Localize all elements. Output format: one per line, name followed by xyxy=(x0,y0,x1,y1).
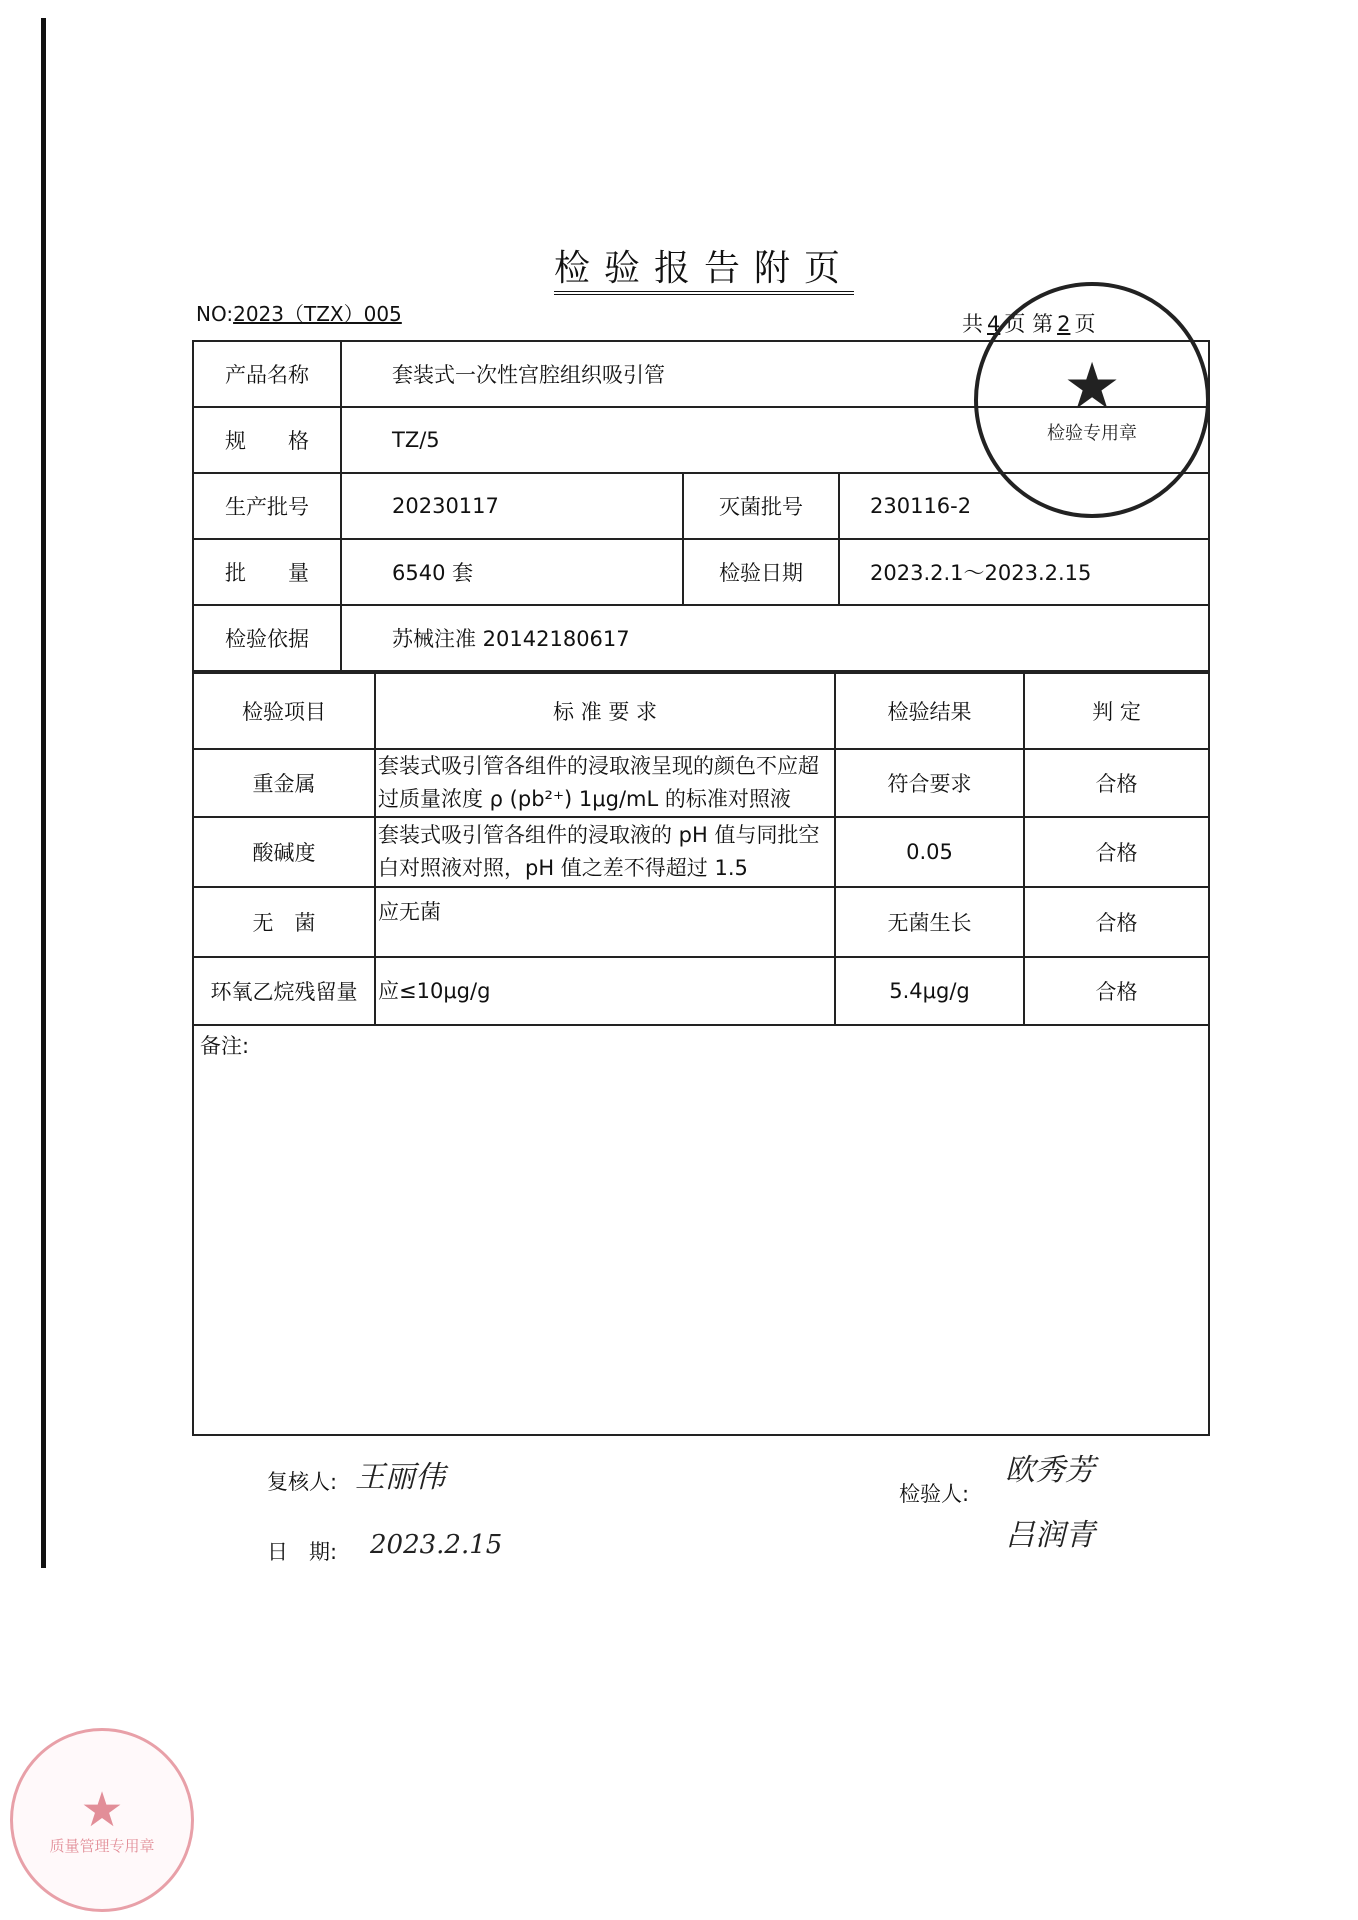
inspector-signature: 吕润青 xyxy=(1005,1518,1095,1553)
date-label: 日 期: xyxy=(267,1540,338,1564)
inspector-label: 检验人: xyxy=(899,1482,970,1506)
remarks-row xyxy=(193,1025,1209,1435)
table-row xyxy=(193,749,1209,817)
table-row xyxy=(193,887,1209,957)
label: 检验日期 xyxy=(683,539,839,605)
remarks xyxy=(193,1025,1209,1435)
label: 检验依据 xyxy=(193,605,341,671)
test-basis: 苏械注准 20142180617 xyxy=(341,605,1209,671)
label: 规 格 xyxy=(193,407,341,473)
column-header: 检验结果 xyxy=(835,673,1024,749)
page-count: 共 4 页 第 2 页 xyxy=(962,312,1096,336)
test-result: 0.05 xyxy=(835,817,1024,887)
test-item: 酸碱度 xyxy=(193,817,375,887)
sign-date: 2023.2.15 xyxy=(370,1530,503,1560)
table-row xyxy=(193,605,1209,671)
star-icon: ★ xyxy=(80,1781,124,1838)
quality-seal xyxy=(10,1728,194,1912)
test-requirement: 应无菌 xyxy=(375,887,835,957)
label: 灭菌批号 xyxy=(683,473,839,539)
spec: TZ/5 xyxy=(341,407,1209,473)
label: 产品名称 xyxy=(193,341,341,407)
page-title: 检验报告附页 xyxy=(0,240,1358,291)
test-item: 无 菌 xyxy=(193,887,375,957)
reviewer-signature: 王丽伟 xyxy=(355,1460,445,1495)
table-header-row xyxy=(193,673,1209,749)
test-verdict: 合格 xyxy=(1024,887,1209,957)
inspection-seal xyxy=(974,282,1210,518)
test-result: 5.4μg/g xyxy=(835,957,1024,1025)
sterile-batch: 230116-2 xyxy=(839,473,1209,539)
test-result: 无菌生长 xyxy=(835,887,1024,957)
report-number: NO:2023（TZX）005 xyxy=(196,302,402,326)
table-row xyxy=(193,957,1209,1025)
test-verdict: 合格 xyxy=(1024,817,1209,887)
test-results-table xyxy=(192,672,1210,1436)
product-name: 套装式一次性宫腔组织吸引管 xyxy=(341,341,1209,407)
column-header: 判 定 xyxy=(1024,673,1209,749)
remarks-label: 备注: xyxy=(200,1034,250,1058)
test-item: 重金属 xyxy=(193,749,375,817)
seal-text: 质量管理专用章 xyxy=(49,1836,155,1855)
reviewer-label: 复核人: xyxy=(267,1470,338,1494)
test-item: 环氧乙烷残留量 xyxy=(193,957,375,1025)
table-row xyxy=(193,539,1209,605)
label: 生产批号 xyxy=(193,473,341,539)
batch: 20230117 xyxy=(341,473,683,539)
label: 批 量 xyxy=(193,539,341,605)
test-result: 符合要求 xyxy=(835,749,1024,817)
table-row xyxy=(193,817,1209,887)
column-header: 检验项目 xyxy=(193,673,375,749)
inspector-signature: 欧秀芳 xyxy=(1005,1453,1095,1488)
star-icon: ★ xyxy=(1063,350,1121,424)
seal-text: 检验专用章 xyxy=(1047,423,1137,444)
column-header: 标 准 要 求 xyxy=(375,673,835,749)
test-date: 2023.2.1～2023.2.15 xyxy=(839,539,1209,605)
test-requirement: 套装式吸引管各组件的浸取液呈现的颜色不应超过质量浓度 ρ (pb²⁺) 1μg/mL 的标准对照液 xyxy=(375,749,835,817)
test-verdict: 合格 xyxy=(1024,749,1209,817)
test-verdict: 合格 xyxy=(1024,957,1209,1025)
test-requirement: 套装式吸引管各组件的浸取液的 pH 值与同批空白对照液对照，pH 值之差不得超过 1.5 xyxy=(375,817,835,887)
quantity: 6540 套 xyxy=(341,539,683,605)
test-requirement: 应≤10μg/g xyxy=(375,957,835,1025)
